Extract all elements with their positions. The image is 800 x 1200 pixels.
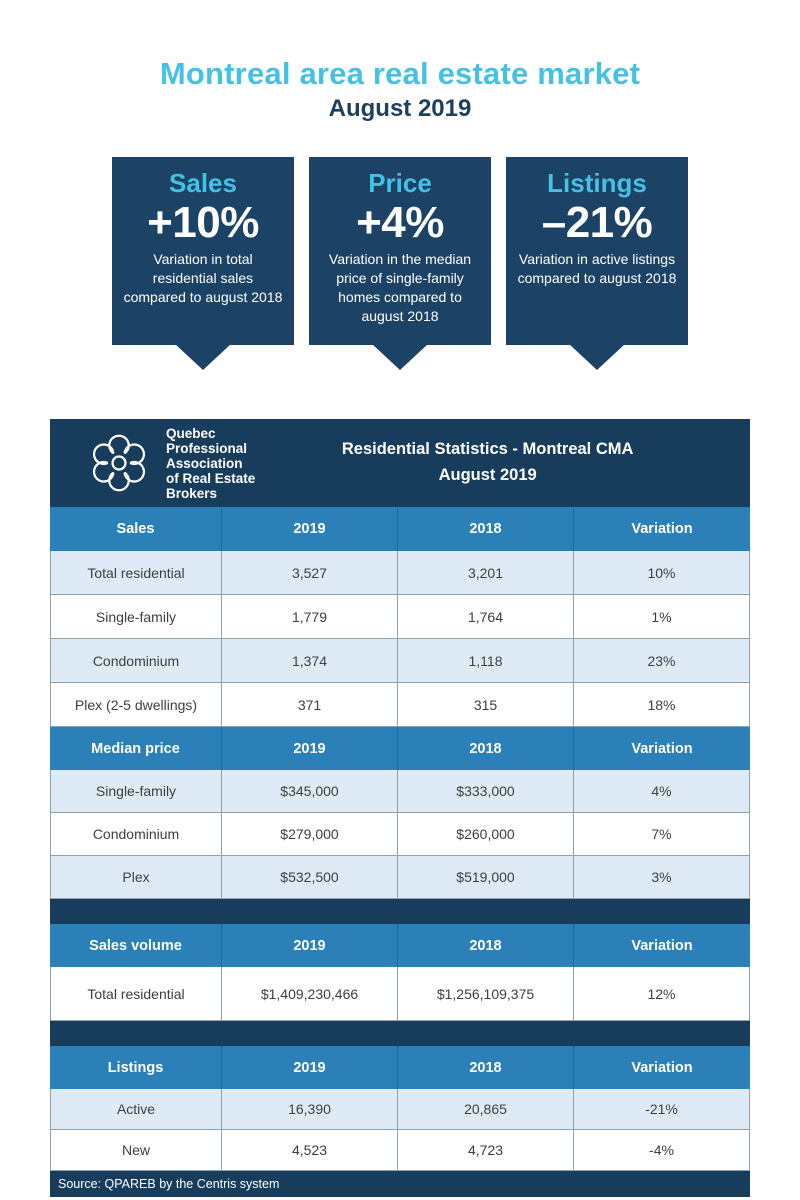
callout-description: Variation in the median price of single-family homes compared to august 2018 bbox=[328, 251, 472, 325]
org-name-line: Professional bbox=[166, 440, 248, 456]
table-row bbox=[50, 856, 750, 899]
table-cell: $345,000 bbox=[222, 770, 398, 813]
table-cell: 12% bbox=[574, 967, 750, 1021]
org-name-line: Brokers bbox=[166, 485, 218, 501]
table-header-row bbox=[50, 924, 750, 967]
header-cell: Variation bbox=[631, 740, 693, 757]
table-cell: Active bbox=[50, 1089, 222, 1130]
callout-value: –21% bbox=[541, 197, 653, 247]
table-cell: Condominium bbox=[50, 813, 222, 856]
table-cell: $279,000 bbox=[222, 813, 398, 856]
table-row bbox=[50, 770, 750, 813]
table-cell: $1,409,230,466 bbox=[222, 967, 398, 1021]
table-cell: Total residential bbox=[50, 551, 222, 595]
table-title: Residential Statistics - Montreal CMA bbox=[341, 440, 634, 459]
header-cell: Variation bbox=[631, 937, 693, 954]
table-cell: 10% bbox=[574, 551, 750, 595]
table-cell: Condominium bbox=[50, 639, 222, 683]
callout-label: Listings bbox=[547, 168, 647, 198]
table-cell: 1,764 bbox=[398, 595, 574, 639]
table-row bbox=[50, 967, 750, 1021]
table-section bbox=[50, 1046, 750, 1171]
table-cell: 23% bbox=[574, 639, 750, 683]
header-cell: 2018 bbox=[398, 727, 574, 770]
table-cell: -21% bbox=[574, 1089, 750, 1130]
table-cell: $333,000 bbox=[398, 770, 574, 813]
table-header-row bbox=[50, 1046, 750, 1089]
callout-value: +10% bbox=[147, 197, 259, 247]
callout-pointer-icon bbox=[372, 344, 428, 370]
table-header-row bbox=[50, 727, 750, 770]
table-cell: Total residential bbox=[50, 967, 222, 1021]
callout-row bbox=[0, 157, 800, 370]
callout-value: +4% bbox=[356, 197, 444, 247]
table-cell: 371 bbox=[222, 683, 398, 727]
table-cell: -4% bbox=[574, 1130, 750, 1171]
table-cell: 1% bbox=[574, 595, 750, 639]
header-cell: 2018 bbox=[398, 1046, 574, 1089]
table-cell: Plex (2-5 dwellings) bbox=[50, 683, 222, 727]
callout-bubble bbox=[506, 157, 688, 345]
table-cell: $519,000 bbox=[398, 856, 574, 899]
table-row bbox=[50, 813, 750, 856]
table-row bbox=[50, 683, 750, 727]
callout-label: Sales bbox=[169, 168, 237, 198]
callout-description: Variation in active listings compared to august 2018 bbox=[517, 251, 677, 287]
table-title-block bbox=[255, 437, 750, 488]
org-name-line: of Real Estate bbox=[166, 470, 256, 486]
table-sections bbox=[50, 507, 750, 1171]
table-cell: New bbox=[50, 1130, 222, 1171]
header-cell: 2019 bbox=[222, 507, 398, 551]
table-cell: 20,865 bbox=[398, 1089, 574, 1130]
header-cell: 2018 bbox=[398, 507, 574, 551]
header-cell: Sales volume bbox=[50, 924, 222, 967]
page-subtitle: August 2019 bbox=[328, 95, 472, 122]
header-cell: 2019 bbox=[222, 1046, 398, 1089]
table-cell: Single-family bbox=[50, 770, 222, 813]
header-cell: 2019 bbox=[222, 727, 398, 770]
stats-table bbox=[50, 419, 750, 1197]
header-cell: Variation bbox=[631, 1059, 693, 1076]
section-separator bbox=[50, 899, 750, 924]
table-cell: 4,523 bbox=[222, 1130, 398, 1171]
callout-pointer-icon bbox=[175, 344, 231, 370]
qpareb-flower-logo-icon bbox=[82, 426, 156, 500]
table-cell: 4,723 bbox=[398, 1130, 574, 1171]
table-cell: 1,374 bbox=[222, 639, 398, 683]
table-cell: 7% bbox=[574, 813, 750, 856]
header-cell: Listings bbox=[50, 1046, 222, 1089]
callout-price bbox=[309, 157, 491, 370]
org-name-line: Association bbox=[166, 455, 243, 471]
table-cell: 1,779 bbox=[222, 595, 398, 639]
table-cell: $260,000 bbox=[398, 813, 574, 856]
table-cell: 4% bbox=[574, 770, 750, 813]
callout-label: Price bbox=[368, 168, 432, 198]
callout-bubble bbox=[309, 157, 491, 345]
callout-bubble bbox=[112, 157, 294, 345]
table-row bbox=[50, 1089, 750, 1130]
table-cell: Plex bbox=[50, 856, 222, 899]
source-note: Source: QPAREB by the Centris system bbox=[50, 1171, 750, 1197]
table-cell: $532,500 bbox=[222, 856, 398, 899]
table-cell: 3% bbox=[574, 856, 750, 899]
page-title: Montreal area real estate market bbox=[159, 56, 641, 91]
table-header-row bbox=[50, 507, 750, 551]
table-cell: 3,527 bbox=[222, 551, 398, 595]
section-separator bbox=[50, 1021, 750, 1046]
header-cell: 2019 bbox=[222, 924, 398, 967]
callout-listings bbox=[506, 157, 688, 370]
table-section bbox=[50, 727, 750, 899]
table-row bbox=[50, 551, 750, 595]
table-row bbox=[50, 595, 750, 639]
table-cell: 3,201 bbox=[398, 551, 574, 595]
table-cell: 315 bbox=[398, 683, 574, 727]
header-cell: Sales bbox=[50, 507, 222, 551]
header-cell: 2018 bbox=[398, 924, 574, 967]
table-cell: Single-family bbox=[50, 595, 222, 639]
org-name-line: Quebec bbox=[166, 425, 216, 441]
table-header-band bbox=[50, 419, 750, 507]
table-row bbox=[50, 1130, 750, 1171]
callout-sales bbox=[112, 157, 294, 370]
org-name bbox=[166, 426, 255, 501]
table-cell: 16,390 bbox=[222, 1089, 398, 1130]
table-subtitle: August 2019 bbox=[438, 466, 537, 484]
table-section bbox=[50, 924, 750, 1021]
table-row bbox=[50, 639, 750, 683]
callout-description: Variation in total residential sales compared to august 2018 bbox=[123, 251, 283, 306]
table-section bbox=[50, 507, 750, 727]
callout-pointer-icon bbox=[569, 344, 625, 370]
header-cell: Median price bbox=[50, 727, 222, 770]
table-cell: 18% bbox=[574, 683, 750, 727]
table-cell: 1,118 bbox=[398, 639, 574, 683]
table-cell: $1,256,109,375 bbox=[398, 967, 574, 1021]
header-cell: Variation bbox=[631, 521, 693, 537]
